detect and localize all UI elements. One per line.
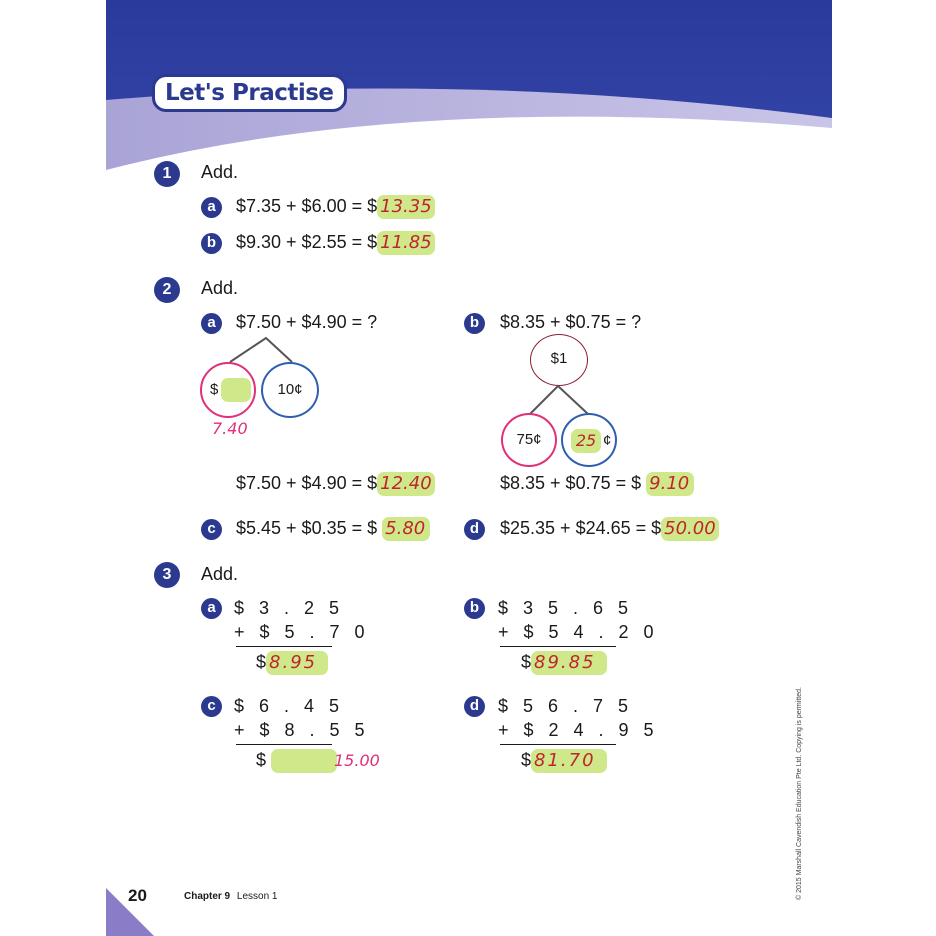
q2b-top-circle: $1	[530, 334, 588, 386]
q1b-expression: $9.30 + $2.55 = $	[236, 231, 378, 252]
q3d-dollar: $	[521, 749, 532, 770]
q1b-equation	[236, 231, 435, 255]
q3c-answer-row	[256, 749, 337, 773]
q2a-left-prefix: $	[210, 381, 219, 398]
q3c-row2: + $ 8 . 5 5	[234, 720, 370, 740]
q2b-right-answer-box[interactable]: 25	[571, 429, 601, 453]
q3c-row1: $ 6 . 4 5	[234, 696, 345, 716]
q3a-row1: $ 3 . 2 5	[234, 598, 345, 618]
q3b-sum-line	[500, 646, 616, 647]
q1a-answer-box[interactable]: 13.35	[377, 195, 435, 219]
q3d-row1: $ 5 6 . 7 5	[498, 696, 634, 716]
q3a-answer-row	[256, 651, 328, 675]
q1a-equation	[236, 195, 435, 219]
q3b-row1: $ 3 5 . 6 5	[498, 598, 634, 618]
q2a-question: $7.50 + $4.90 = ?	[236, 312, 378, 332]
page-number: 20	[128, 886, 147, 905]
q2b-left-circle: 75¢	[501, 413, 557, 467]
q2b-question: $8.35 + $0.75 = ?	[500, 312, 642, 332]
q3c-answer-box[interactable]	[271, 749, 337, 773]
q2a-right-circle: 10¢	[261, 362, 319, 418]
q2b-expression: $8.35 + $0.75 = $	[500, 472, 642, 493]
worksheet-page	[106, 0, 832, 936]
q3c-dollar: $	[256, 749, 267, 770]
q2-letter-c: c	[201, 519, 222, 540]
q2-letter-d: d	[464, 519, 485, 540]
q3a-row2: + $ 5 . 7 0	[234, 622, 370, 642]
q3c-sum-line	[236, 744, 332, 745]
question-number-2: 2	[154, 277, 180, 303]
q3d-sum-line	[500, 744, 616, 745]
q2-letter-a: a	[201, 313, 222, 334]
q2b-equation	[500, 472, 694, 496]
q1-letter-b: b	[201, 233, 222, 254]
q2a-equation	[236, 472, 435, 496]
question-number-3: 3	[154, 562, 180, 588]
q3a-answer-box[interactable]: 8.95	[266, 651, 328, 675]
q3b-dollar: $	[521, 651, 532, 672]
q2c-equation	[236, 517, 430, 541]
q3-letter-c: c	[201, 696, 222, 717]
q3d-answer-row	[521, 749, 607, 773]
q2d-equation	[500, 517, 719, 541]
question-1-title: Add.	[201, 162, 239, 182]
q2d-answer-box[interactable]: 50.00	[661, 517, 719, 541]
q2a-tree-lines	[216, 334, 326, 364]
question-number-1: 1	[154, 161, 180, 187]
q3a-dollar: $	[256, 651, 267, 672]
q2a-left-circle	[200, 362, 256, 418]
q2b-answer-box[interactable]: 9.10	[646, 472, 694, 496]
q2a-expression: $7.50 + $4.90 = $	[236, 472, 378, 493]
q3c-handwritten-note: 15.00	[334, 751, 380, 770]
q1b-answer-box[interactable]: 11.85	[377, 231, 435, 255]
q3-letter-b: b	[464, 598, 485, 619]
chapter-lesson	[184, 891, 278, 902]
copyright-notice: © 2015 Marshall Cavendish Education Pte Ltd. Copying is permitted.	[796, 687, 803, 900]
q3-letter-a: a	[201, 598, 222, 619]
q2b-right-circle	[561, 413, 617, 467]
q2a-answer-box[interactable]: 12.40	[377, 472, 435, 496]
q2b-right-suffix: ¢	[603, 432, 612, 449]
q3d-answer-box[interactable]: 81.70	[531, 749, 607, 773]
q3-letter-d: d	[464, 696, 485, 717]
q1a-expression: $7.35 + $6.00 = $	[236, 195, 378, 216]
q2c-answer-box[interactable]: 5.80	[382, 517, 430, 541]
q2a-left-answer-box[interactable]	[221, 378, 251, 402]
question-3-title: Add.	[201, 564, 239, 584]
q1-letter-a: a	[201, 197, 222, 218]
page-title: Let's Practise	[152, 74, 347, 112]
q2-letter-b: b	[464, 313, 485, 334]
q3b-row2: + $ 5 4 . 2 0	[498, 622, 659, 642]
q3d-row2: + $ 2 4 . 9 5	[498, 720, 659, 740]
q3a-sum-line	[236, 646, 332, 647]
q3b-answer-box[interactable]: 89.85	[531, 651, 607, 675]
q2d-expression: $25.35 + $24.65 = $	[500, 517, 662, 538]
q2a-handwritten-note: 7.40	[212, 419, 248, 438]
lesson-label: Lesson 1	[236, 891, 278, 902]
q2c-expression: $5.45 + $0.35 = $	[236, 517, 378, 538]
chapter-label: Chapter 9	[184, 891, 231, 902]
question-2-title: Add.	[201, 278, 239, 298]
q2b-tree-lines	[516, 384, 626, 416]
q3b-answer-row	[521, 651, 607, 675]
